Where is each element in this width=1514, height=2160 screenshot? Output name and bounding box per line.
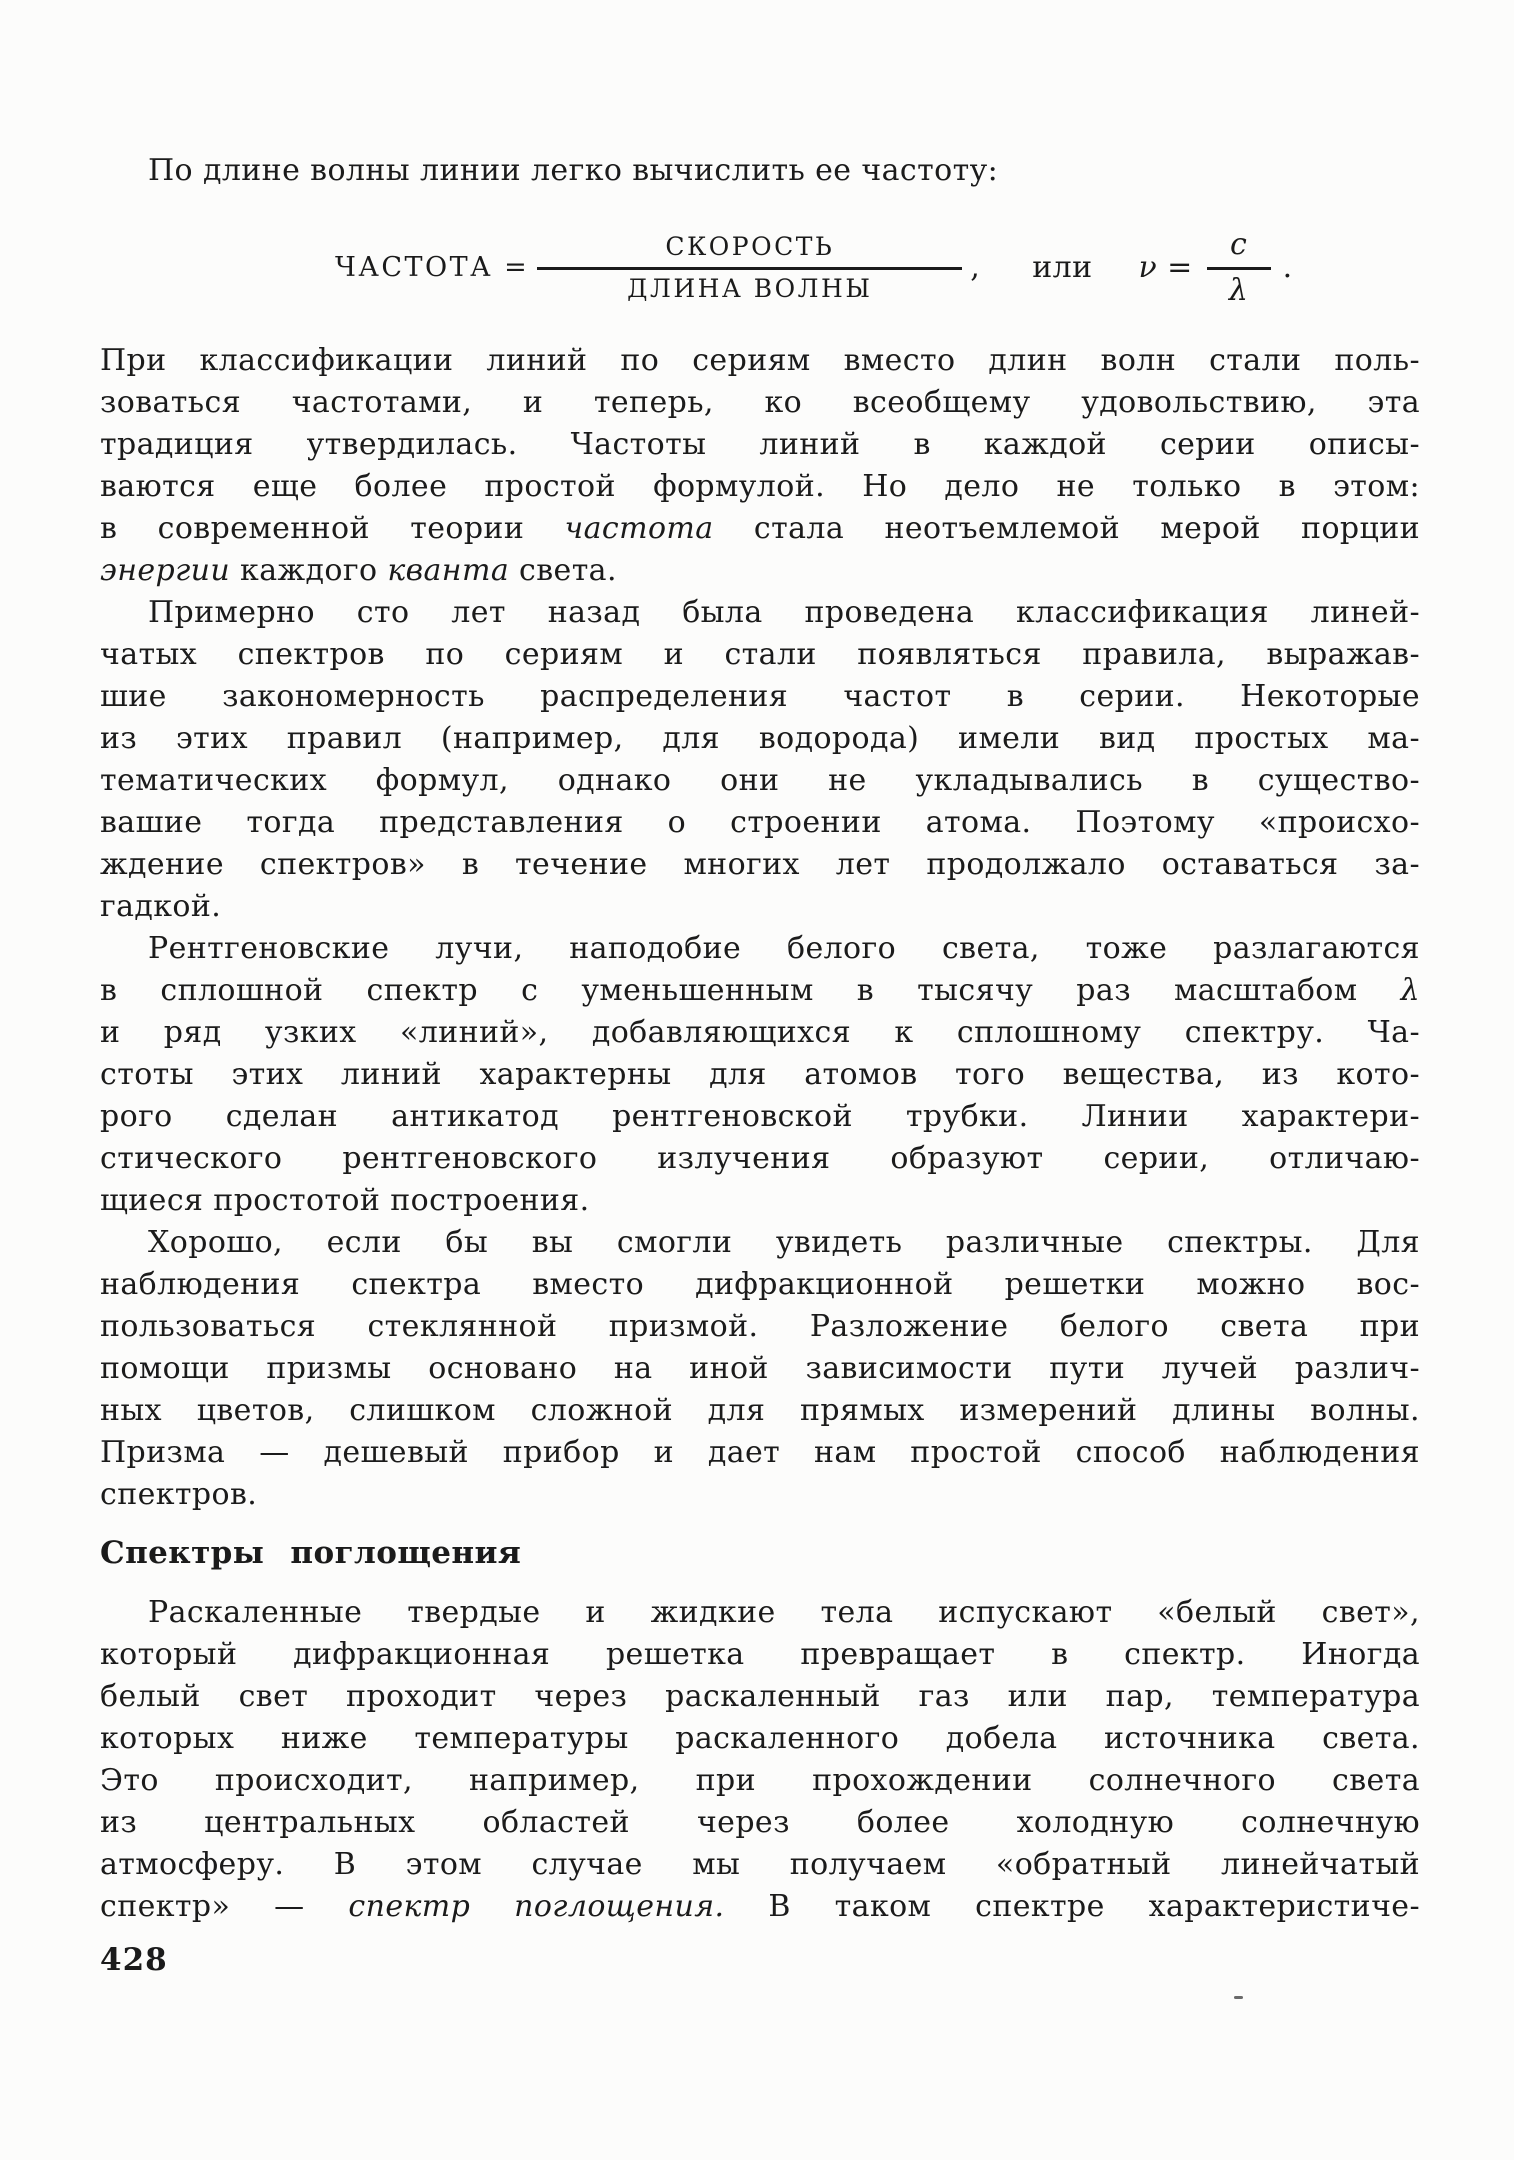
text-line: которых ниже температуры раскаленного добела источника света.	[100, 1721, 1420, 1756]
text-line: помощи призмы основано на иной зависимости пути лучей различ-	[100, 1351, 1420, 1386]
text-line: пользоваться стеклянной призмой. Разложение белого света при	[100, 1309, 1420, 1344]
text-column	[100, 150, 1420, 1928]
text-line: шие закономерность распределения частот в серии. Некоторые	[100, 679, 1420, 714]
paragraph	[100, 1222, 1420, 1516]
text-line: белый свет проходит через раскаленный газ или пар, температура	[100, 1679, 1420, 1714]
text-line: зоваться частотами, и теперь, ко всеобщему удовольствию, эта	[100, 385, 1420, 420]
text-line: При классификации линий по сериям вместо длин волн стали поль-	[100, 343, 1420, 378]
scan-artifact	[1234, 1996, 1243, 1999]
text-line: в современной теории частота стала неотъемлемой мерой порции	[100, 511, 1420, 546]
text-line: ждение спектров» в течение многих лет продолжало оставаться за-	[100, 847, 1420, 882]
text-line: Это происходит, например, при прохождении солнечного света	[100, 1763, 1420, 1798]
text-line: спектров.	[100, 1477, 258, 1512]
paragraph	[100, 1592, 1420, 1928]
text-line: Примерно сто лет назад была проведена классификация линей-	[148, 595, 1420, 630]
text-line: вашие тогда представления о строении атома. Поэтому «происхо-	[100, 805, 1420, 840]
formula-symbolic-lhs	[1138, 247, 1192, 289]
text-line: чатых спектров по сериям и стали появляться правила, выражав-	[100, 637, 1420, 672]
text-line: в сплошной спектр с уменьшенным в тысячу раз масштабом λ	[100, 973, 1420, 1008]
text-line: и ряд узких «линий», добавляющихся к сплошному спектру. Ча-	[100, 1015, 1420, 1050]
text-line: стоты этих линий характерны для атомов того вещества, из кото-	[100, 1057, 1420, 1092]
text-line: традиция утвердилась. Частоты линий в каждой серии описы-	[100, 427, 1420, 462]
text-line: энергии каждого кванта света.	[100, 553, 617, 588]
lambda-symbol: λ	[1228, 273, 1249, 308]
fraction-numerator: СКОРОСТЬ	[537, 232, 962, 270]
paragraph	[100, 928, 1420, 1222]
text-line: из центральных областей через более холодную солнечную	[100, 1805, 1420, 1840]
nu-symbol: ν	[1138, 250, 1158, 285]
text-line: ных цветов, слишком сложной для прямых измерений длины волны.	[100, 1393, 1420, 1428]
equals-sign: =	[1167, 250, 1193, 285]
text-line: атмосферу. В этом случае мы получаем «обратный линейчатый	[100, 1847, 1420, 1882]
text-body	[100, 340, 1420, 1928]
text-line: стического рентгеновского излучения образуют серии, отличаю-	[100, 1141, 1420, 1176]
intro-text: По длине волны линии легко вычислить ее частоту:	[148, 153, 999, 188]
page-number: 428	[100, 1942, 168, 1978]
c-symbol: c	[1207, 228, 1271, 270]
fraction-denominator: ДЛИНА ВОЛНЫ	[627, 274, 873, 303]
symbol-fraction	[1207, 228, 1271, 308]
text-line: тематических формул, однако они не укладывались в существо-	[100, 763, 1420, 798]
section-heading: Спектры поглощения	[100, 1535, 522, 1571]
text-line: наблюдения спектра вместо дифракционной решетки можно вос-	[100, 1267, 1420, 1302]
text-line: спектр» — спектр поглощения. В таком спектре характеристиче-	[100, 1889, 1420, 1924]
text-line: Раскаленные твердые и жидкие тела испускают «белый свет»,	[148, 1595, 1420, 1630]
paragraph	[100, 592, 1420, 928]
text-line: Хорошо, если бы вы смогли увидеть различные спектры. Для	[148, 1225, 1420, 1260]
text-line: рого сделан антикатод рентгеновской трубки. Линии характери-	[100, 1099, 1420, 1134]
text-line: из этих правил (например, для водорода) имели вид простых ма-	[100, 721, 1420, 756]
text-line: гадкой.	[100, 889, 222, 924]
formula-comma: ,	[970, 250, 981, 285]
text-line: щиеся простотой построения.	[100, 1183, 590, 1218]
word-fraction	[537, 232, 962, 304]
formula-period: .	[1282, 250, 1293, 285]
intro-paragraph	[100, 150, 1420, 192]
frequency-formula	[335, 216, 1420, 320]
formula-lhs: ЧАСТОТА =	[335, 252, 530, 283]
paragraph	[100, 340, 1420, 592]
text-line: Призма — дешевый прибор и дает нам простой способ наблюдения	[100, 1435, 1420, 1470]
text-line: Рентгеновские лучи, наподобие белого света, тоже разлагаются	[148, 931, 1420, 966]
text-line: ваются еще более простой формулой. Но дело не только в этом:	[100, 469, 1420, 504]
formula-or-word: или	[1032, 250, 1093, 285]
text-line: который дифракционная решетка превращает в спектр. Иногда	[100, 1637, 1420, 1672]
